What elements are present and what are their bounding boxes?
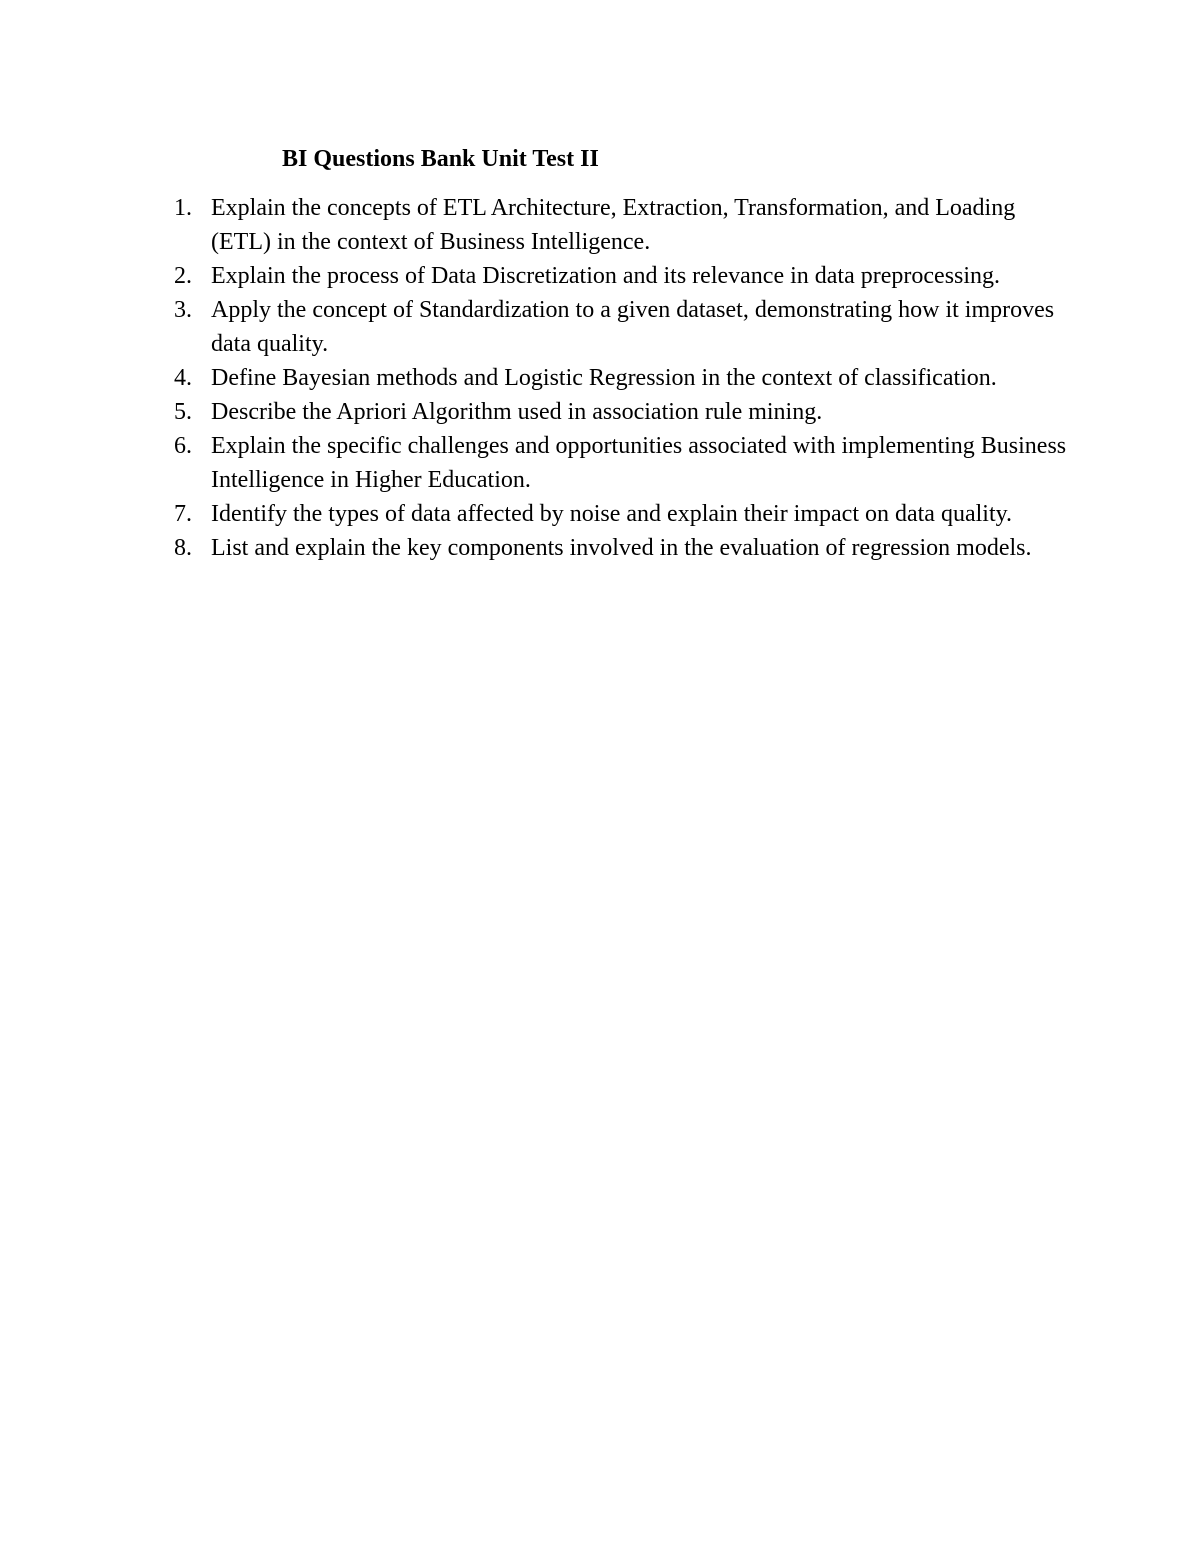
question-item [170,259,1070,293]
question-number: 4. [174,365,192,391]
question-number: 8. [174,535,192,561]
document-title: BI Questions Bank Unit Test II [282,146,599,172]
question-item [170,293,1070,361]
question-text: Describe the Apriori Algorithm used in association rule mining. [211,399,823,425]
question-item [170,395,1070,429]
question-item [170,361,1070,395]
question-text: Apply the concept of Standardization to a given dataset, demonstrating how it improves data quality. [211,297,1055,357]
question-number: 3. [174,297,192,323]
question-text: Explain the process of Data Discretization and its relevance in data preprocessing. [211,263,1001,289]
question-text: List and explain the key components involved in the evaluation of regression models. [211,535,1032,561]
question-number: 7. [174,501,192,527]
question-number: 6. [174,433,192,459]
question-item [170,497,1070,531]
question-item [170,531,1070,565]
question-item [170,191,1070,259]
question-item [170,429,1070,497]
question-text: Identify the types of data affected by noise and explain their impact on data quality. [211,501,1013,527]
question-list [170,191,1070,565]
question-text: Define Bayesian methods and Logistic Regression in the context of classification. [211,365,997,391]
question-text: Explain the concepts of ETL Architecture, Extraction, Transformation, and Loading (ETL) in the context of Business Intelligence. [211,195,1016,255]
question-number: 5. [174,399,192,425]
question-text: Explain the specific challenges and opportunities associated with implementing Business Intelligence in Higher Education. [211,433,1067,493]
question-number: 2. [174,263,192,289]
question-number: 1. [174,195,192,221]
